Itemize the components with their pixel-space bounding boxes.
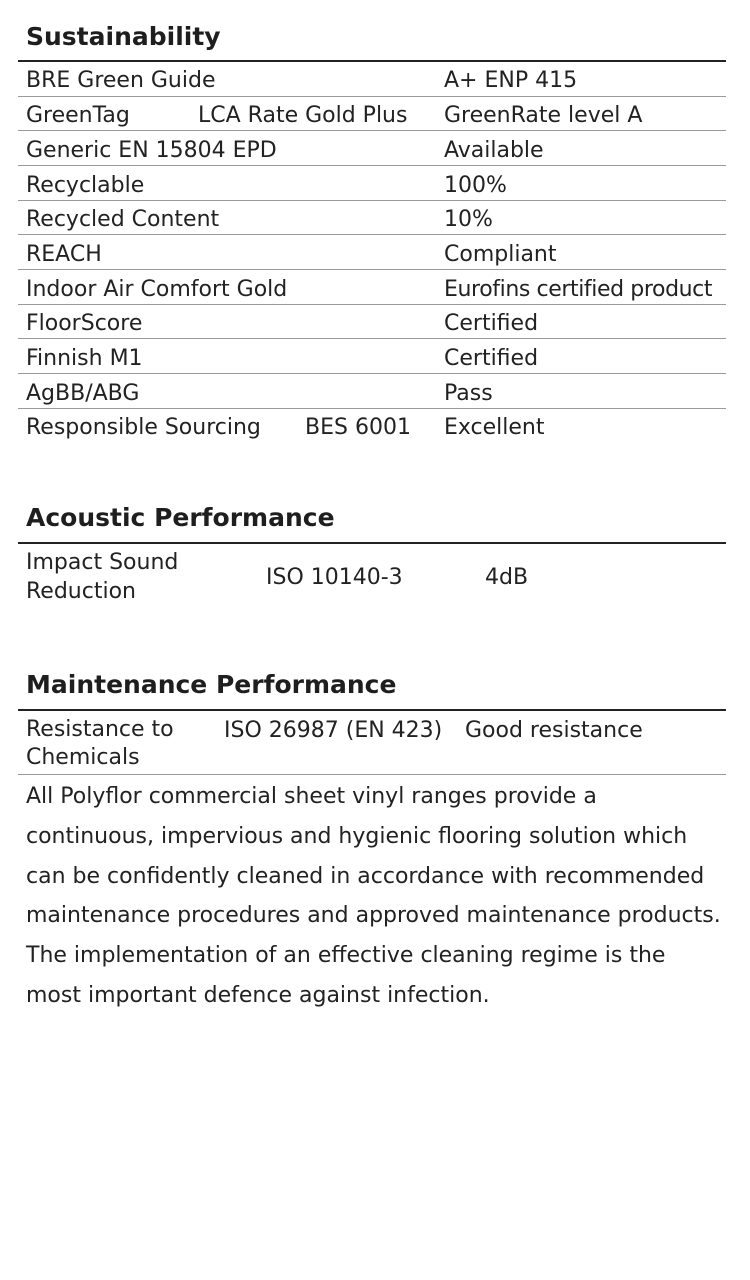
- row-label: Recycled Content: [26, 207, 220, 232]
- row-value: Certified: [444, 311, 539, 336]
- row-divider: [18, 338, 726, 339]
- row-divider: [18, 200, 726, 201]
- row-value: 4dB: [485, 565, 529, 590]
- acoustic-title: Acoustic Performance: [26, 503, 335, 532]
- row-label: FloorScore: [26, 311, 143, 336]
- acoustic-header-divider: [18, 542, 726, 544]
- row-label: Generic EN 15804 EPD: [26, 138, 277, 163]
- row-label: BRE Green Guide: [26, 68, 216, 93]
- sustainability-title: Sustainability: [26, 22, 221, 51]
- row-label: Resistance to Chemicals: [26, 717, 174, 770]
- row-divider: [18, 96, 726, 97]
- row-label: REACH: [26, 242, 102, 267]
- row-label: Recyclable: [26, 173, 145, 198]
- row-standard: ISO 10140-3: [266, 565, 403, 590]
- row-standard: LCA Rate Gold Plus: [198, 103, 408, 128]
- row-value: Eurofins certified product: [444, 277, 713, 302]
- row-label: Finnish M1: [26, 346, 143, 371]
- row-divider: [18, 774, 726, 775]
- row-value: Excellent: [444, 415, 545, 440]
- sustainability-header-divider: [18, 60, 726, 62]
- row-divider: [18, 234, 726, 235]
- row-label: Impact Sound Reduction: [26, 550, 179, 604]
- row-value: Pass: [444, 381, 493, 406]
- row-divider: [18, 408, 726, 409]
- row-divider: [18, 165, 726, 166]
- row-label: AgBB/ABG: [26, 381, 140, 406]
- row-label: Responsible Sourcing: [26, 415, 261, 440]
- row-value: GreenRate level A: [444, 103, 643, 128]
- row-label: GreenTag: [26, 103, 130, 128]
- row-divider: [18, 269, 726, 270]
- row-value: A+ ENP 415: [444, 68, 578, 93]
- row-divider: [18, 130, 726, 131]
- maintenance-title: Maintenance Performance: [26, 670, 397, 699]
- row-label: Indoor Air Comfort Gold: [26, 277, 288, 302]
- row-standard: BES 6001: [305, 415, 411, 440]
- row-value: Good resistance: [465, 718, 643, 743]
- row-value: Certified: [444, 346, 539, 371]
- row-standard: ISO 26987 (EN 423): [224, 718, 443, 743]
- row-value: 10%: [444, 207, 493, 232]
- maintenance-description: All Polyflor commercial sheet vinyl ranges provide a continuous, impervious and hygienic flooring solution which can be confidently cleaned in accordance with recommended maintenance procedures and approved maintenance products. The implementation of an effective cleaning regime is the most important defence against infection.: [26, 784, 721, 1008]
- row-value: Available: [444, 138, 544, 163]
- row-divider: [18, 304, 726, 305]
- row-divider: [18, 373, 726, 374]
- row-value: 100%: [444, 173, 507, 198]
- maintenance-header-divider: [18, 709, 726, 711]
- row-value: Compliant: [444, 242, 557, 267]
